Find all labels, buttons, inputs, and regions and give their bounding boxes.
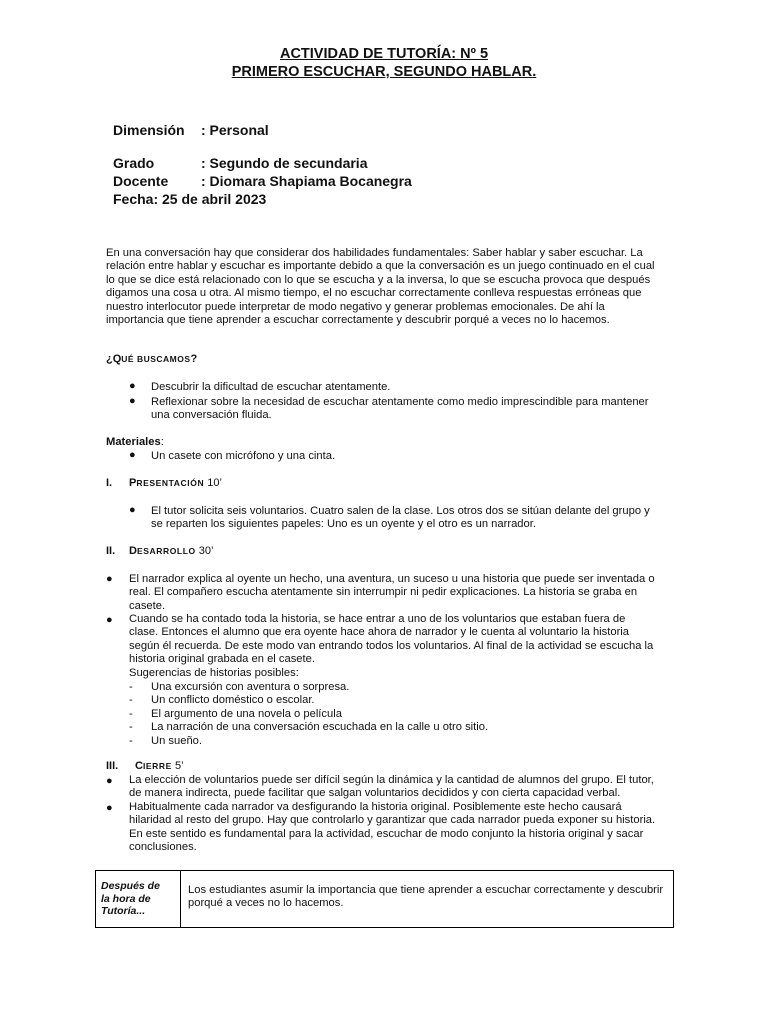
presentacion-rest: RESENTACIÓN	[136, 478, 205, 488]
presentacion-item	[151, 505, 661, 532]
despues-label-line: Tutoría...	[101, 905, 146, 917]
desarrollo-line: según él recuerda. De este modo van entrando todos los voluntarios. Al final de la actividad se escucha la	[129, 639, 654, 652]
desarrollo-cap: D	[129, 545, 137, 557]
cierre-line: En este sentido es fundamental para la actividad, escuchar de modo conjunto la historia original y sacar	[129, 827, 644, 840]
materiales-colon: :	[160, 436, 164, 448]
objective-line: Descubrir la dificultad de escuchar atentamente.	[151, 381, 391, 393]
cierre-item	[129, 774, 661, 801]
presentacion-line: se reparten los siguientes papeles: Uno es un oyente y el otro es un narrador.	[151, 518, 536, 531]
desarrollo-line: Cuando se ha contado toda la historia, se hace entrar a uno de los voluntarios que estaban fuera de	[129, 613, 626, 625]
que-buscamos-open: ¿Q	[106, 353, 122, 365]
despues-label-cell	[96, 871, 181, 927]
bullet-icon: ●	[129, 449, 136, 461]
cierre-item	[129, 801, 661, 855]
que-buscamos-rest: UÉ BUSCAMOS	[121, 354, 191, 364]
desarrollo-rest: ESARROLLO	[136, 546, 196, 556]
despues-content-line: Los estudiantes asumir la importancia que tiene aprender a escuchar correctamente y descubrir	[188, 884, 664, 896]
activity-subtitle-text: PRIMERO ESCUCHAR, SEGUNDO HABLAR	[231, 64, 533, 80]
presentacion-number: I.	[106, 477, 113, 489]
dimension-value: : Personal	[201, 122, 269, 138]
grado-value: : Segundo de secundaria	[201, 155, 368, 171]
activity-subtitle	[0, 64, 768, 80]
activity-title: ACTIVIDAD DE TUTORÍA: Nº 5	[279, 46, 489, 62]
despues-label-line: Después de	[101, 880, 160, 892]
docente-row	[113, 172, 412, 190]
story-suggestion-text: La narración de una conversación escuchada en la calle u otro sitio.	[151, 721, 489, 733]
intro-line: importancia que tiene aprender a escuchar correctamente y descubrir porqué a veces no lo hacemos.	[106, 314, 610, 327]
desarrollo-line: historia original grabada en el casete.	[129, 653, 315, 666]
docente-value: : Diomara Shapiama Bocanegra	[201, 173, 412, 189]
bullet-icon: ●	[129, 380, 136, 392]
bullet-icon: ●	[106, 614, 113, 626]
story-suggestion-text: Un conflicto doméstico o escolar.	[151, 694, 315, 706]
presentacion-heading	[129, 477, 222, 489]
cierre-cap: C	[135, 760, 143, 772]
docente-label: Docente	[113, 173, 169, 189]
despues-label	[101, 880, 177, 918]
bullet-icon: ●	[106, 802, 113, 814]
story-suggestion-text: El argumento de una novela o película	[151, 708, 342, 720]
presentacion-time: 10’	[204, 477, 222, 489]
intro-line: lo que se dice está relacionado con lo que se escucha y a la inversa, lo que se escucha provoca que después	[106, 273, 651, 286]
story-suggestion	[129, 681, 349, 694]
cierre-line: conclusiones.	[129, 841, 197, 854]
activity-subtitle-period: .	[532, 64, 537, 80]
materiales-label: Materiales	[106, 436, 161, 448]
material-item: Un casete con micrófono y una cinta.	[151, 450, 336, 462]
desarrollo-heading	[129, 545, 213, 557]
story-suggestion-text: Una excursión con aventura o sorpresa.	[151, 681, 350, 693]
despues-content-line: porqué a veces no lo hacemos.	[188, 897, 344, 910]
story-suggestion	[129, 735, 202, 748]
story-suggestion	[129, 708, 342, 721]
bullet-icon: ●	[129, 504, 136, 516]
objective-line: Reflexionar sobre la necesidad de escuchar atentamente como medio imprescindible para mantener	[151, 396, 649, 408]
desarrollo-item	[129, 613, 661, 680]
cierre-line: Habitualmente cada narrador va desfigurando la historia original. Posiblemente este hecho causará	[129, 801, 622, 813]
objective-line: una conversación fluida.	[151, 409, 272, 422]
desarrollo-item	[129, 573, 661, 613]
dash-marker: -	[129, 721, 133, 733]
dash-marker: -	[129, 694, 133, 706]
cierre-time: 5’	[171, 760, 184, 772]
cierre-heading	[135, 760, 184, 772]
objective-item	[151, 396, 661, 423]
bullet-icon: ●	[129, 395, 136, 407]
desarrollo-line: Sugerencias de historias posibles:	[129, 666, 299, 679]
presentacion-cap: P	[129, 477, 137, 489]
desarrollo-time: 30’	[195, 545, 214, 557]
dimension-row	[113, 121, 269, 139]
despues-label-line: la hora de	[101, 892, 151, 905]
materiales-heading	[106, 436, 164, 449]
que-buscamos-close: ?	[190, 353, 198, 365]
desarrollo-number: II.	[106, 545, 116, 557]
fecha-row: Fecha: 25 de abril 2023	[113, 191, 267, 207]
cierre-line: La elección de voluntarios puede ser difícil según la dinámica y la cantidad de alumnos del grupo. El tutor,	[129, 774, 654, 786]
intro-line: relación entre hablar y escuchar es importante debido a que la conversación es un juego continuado en el cual	[106, 260, 655, 273]
desarrollo-line: El narrador explica al oyente un hecho, una aventura, un suceso u una historia que puede ser inventada o	[129, 573, 655, 585]
cierre-line: de manera indirecta, puede facilitar que salgan voluntarios decididos y con cierta capacidad verbal.	[129, 787, 621, 800]
bullet-icon: ●	[106, 573, 113, 585]
intro-line: digamos una cosa u otra. Al mismo tiempo, el no escuchar correctamente conlleva respuestas erróneas que	[106, 287, 642, 300]
dash-marker: -	[129, 681, 133, 693]
desarrollo-line: real. El compañero escucha atentamente sin interrumpir ni pedir explicaciones. La historia se graba en	[129, 586, 638, 599]
objective-item	[151, 381, 661, 394]
dash-marker: -	[129, 735, 133, 747]
grado-label: Grado	[113, 155, 155, 171]
cierre-rest: IERRE	[142, 761, 172, 771]
desarrollo-line: casete.	[129, 599, 166, 612]
cierre-number: III.	[106, 760, 119, 772]
presentacion-line: El tutor solicita seis voluntarios. Cuatro salen de la clase. Los otros dos se sitúan delante del grupo y	[151, 505, 650, 517]
desarrollo-line: clase. Entonces el alumno que era oyente hace ahora de narrador y le cuenta al voluntario la historia	[129, 626, 630, 639]
cierre-line: hilaridad al resto del grupo. Hay que controlarlo y garantizar que cada narrador pueda exponer su historia.	[129, 814, 656, 827]
grado-row	[113, 154, 367, 172]
intro-line: En una conversación hay que considerar dos habilidades fundamentales: Saber hablar y saber escuchar. La	[106, 247, 643, 259]
bullet-icon: ●	[106, 775, 113, 787]
dash-marker: -	[129, 708, 133, 720]
despues-table	[95, 870, 674, 928]
intro-line: nuestro interlocutor puede interpretar de modo negativo y generar problemas emocionales. De ahí la	[106, 300, 605, 313]
intro-paragraph	[106, 247, 662, 327]
que-buscamos-heading	[106, 353, 197, 365]
despues-content	[188, 884, 666, 911]
dimension-label: Dimensión	[113, 122, 185, 138]
story-suggestion	[129, 694, 315, 707]
story-suggestion	[129, 721, 488, 734]
story-suggestion-text: Un sueño.	[151, 735, 202, 747]
